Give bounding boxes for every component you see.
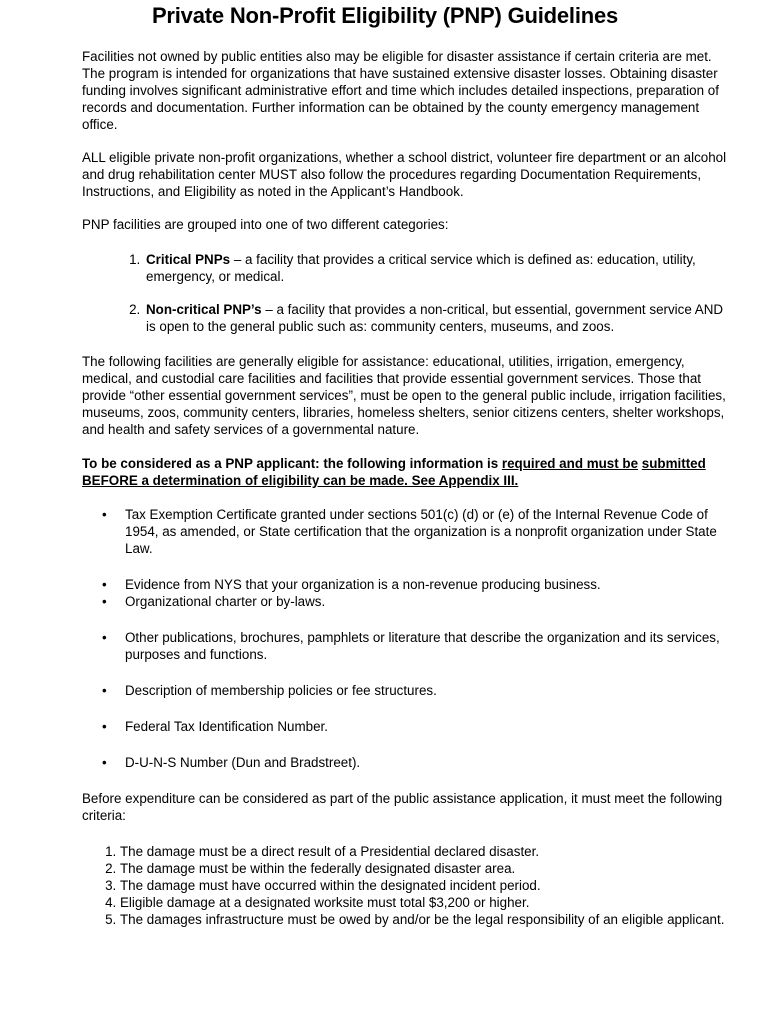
category-term: Critical PNPs xyxy=(146,252,231,267)
list-item: 3. The damage must have occurred within the designated incident period. xyxy=(120,877,732,894)
intro-paragraph-1: Facilities not owned by public entities also may be eligible for disaster assistance if certain criteria are met. The program is intended for organizations that have sustained extensive disaster losses. Obtaining disaster funding involves significant administrative effort and time which includes detailed inspections, preparation of records and documentation. Further information can be obtained by the county emergency management office. xyxy=(82,49,719,132)
list-item: 4. Eligible damage at a designated worksite must total $3,200 or higher. xyxy=(120,894,732,911)
category-item-non-critical xyxy=(144,301,732,335)
list-item: • Federal Tax Identification Number. xyxy=(125,718,732,735)
category-description: – a facility that provides a critical service which is defined as: education, utility, emergency, or medical. xyxy=(146,252,696,284)
eligible-facilities-paragraph: The following facilities are generally eligible for assistance: educational, utilities, irrigation, emergency, medical, and custodial care facilities and facilities that provide essential government services. Those that provide “other essential government services”, must be open to the general public include, irrigation facilities, museums, zoos, community centers, libraries, homeless shelters, senior citizens centers, shelter workshops, and health and safety services of a governmental nature. xyxy=(82,354,726,437)
intro-paragraph-2: ALL eligible private non-profit organizations, whether a school district, volunteer fire department or an alcohol and drug rehabilitation center MUST also follow the procedures regarding Documentation Requirements, Instructions, and Eligibility as noted in the Applicant’s Handbook. xyxy=(82,150,727,199)
list-item: • Tax Exemption Certificate granted under sections 501(c) (d) or (e) of the Internal Revenue Code of 1954, as amended, or State certification that the organization is a nonprofit organization under State Law. xyxy=(125,506,732,557)
requirement-text: To be considered as a PNP applicant: the following information is xyxy=(82,456,502,471)
category-item-critical xyxy=(144,251,732,285)
requirement-underlined-text: required and must be xyxy=(501,456,639,471)
required-documents-list xyxy=(82,506,732,771)
list-item: • Evidence from NYS that your organization is a non-revenue producing business. xyxy=(125,576,732,593)
requirement-statement xyxy=(82,455,732,489)
list-item: 5. The damages infrastructure must be owed by and/or be the legal responsibility of an eligible applicant. xyxy=(120,911,732,928)
pnp-categories-list xyxy=(82,251,732,335)
list-item: • Organizational charter or by-laws. xyxy=(125,593,732,610)
list-item: • Other publications, brochures, pamphlets or literature that describe the organization and its services, purposes and functions. xyxy=(125,629,732,663)
list-item: • Description of membership policies or fee structures. xyxy=(125,682,732,699)
category-description: – a facility that provides a non-critical, but essential, government service AND is open to the general public such as: community centers, museums, and zoos. xyxy=(146,302,724,334)
page-title: Private Non-Profit Eligibility (PNP) Guidelines xyxy=(151,3,619,28)
criteria-intro: Before expenditure can be considered as part of the public assistance application, it must meet the following criteria: xyxy=(82,791,723,823)
criteria-list xyxy=(82,843,732,928)
list-item: 2. The damage must be within the federally designated disaster area. xyxy=(120,860,732,877)
list-item: 1. The damage must be a direct result of a Presidential declared disaster. xyxy=(120,843,732,860)
requirement-underlined-text: submitted BEFORE a determination of eligibility can be made. See Appendix III. xyxy=(82,456,706,488)
list-item: • D-U-N-S Number (Dun and Bradstreet). xyxy=(125,754,732,771)
category-term: Non-critical PNP’s xyxy=(146,302,262,317)
intro-paragraph-3: PNP facilities are grouped into one of two different categories: xyxy=(82,217,449,232)
